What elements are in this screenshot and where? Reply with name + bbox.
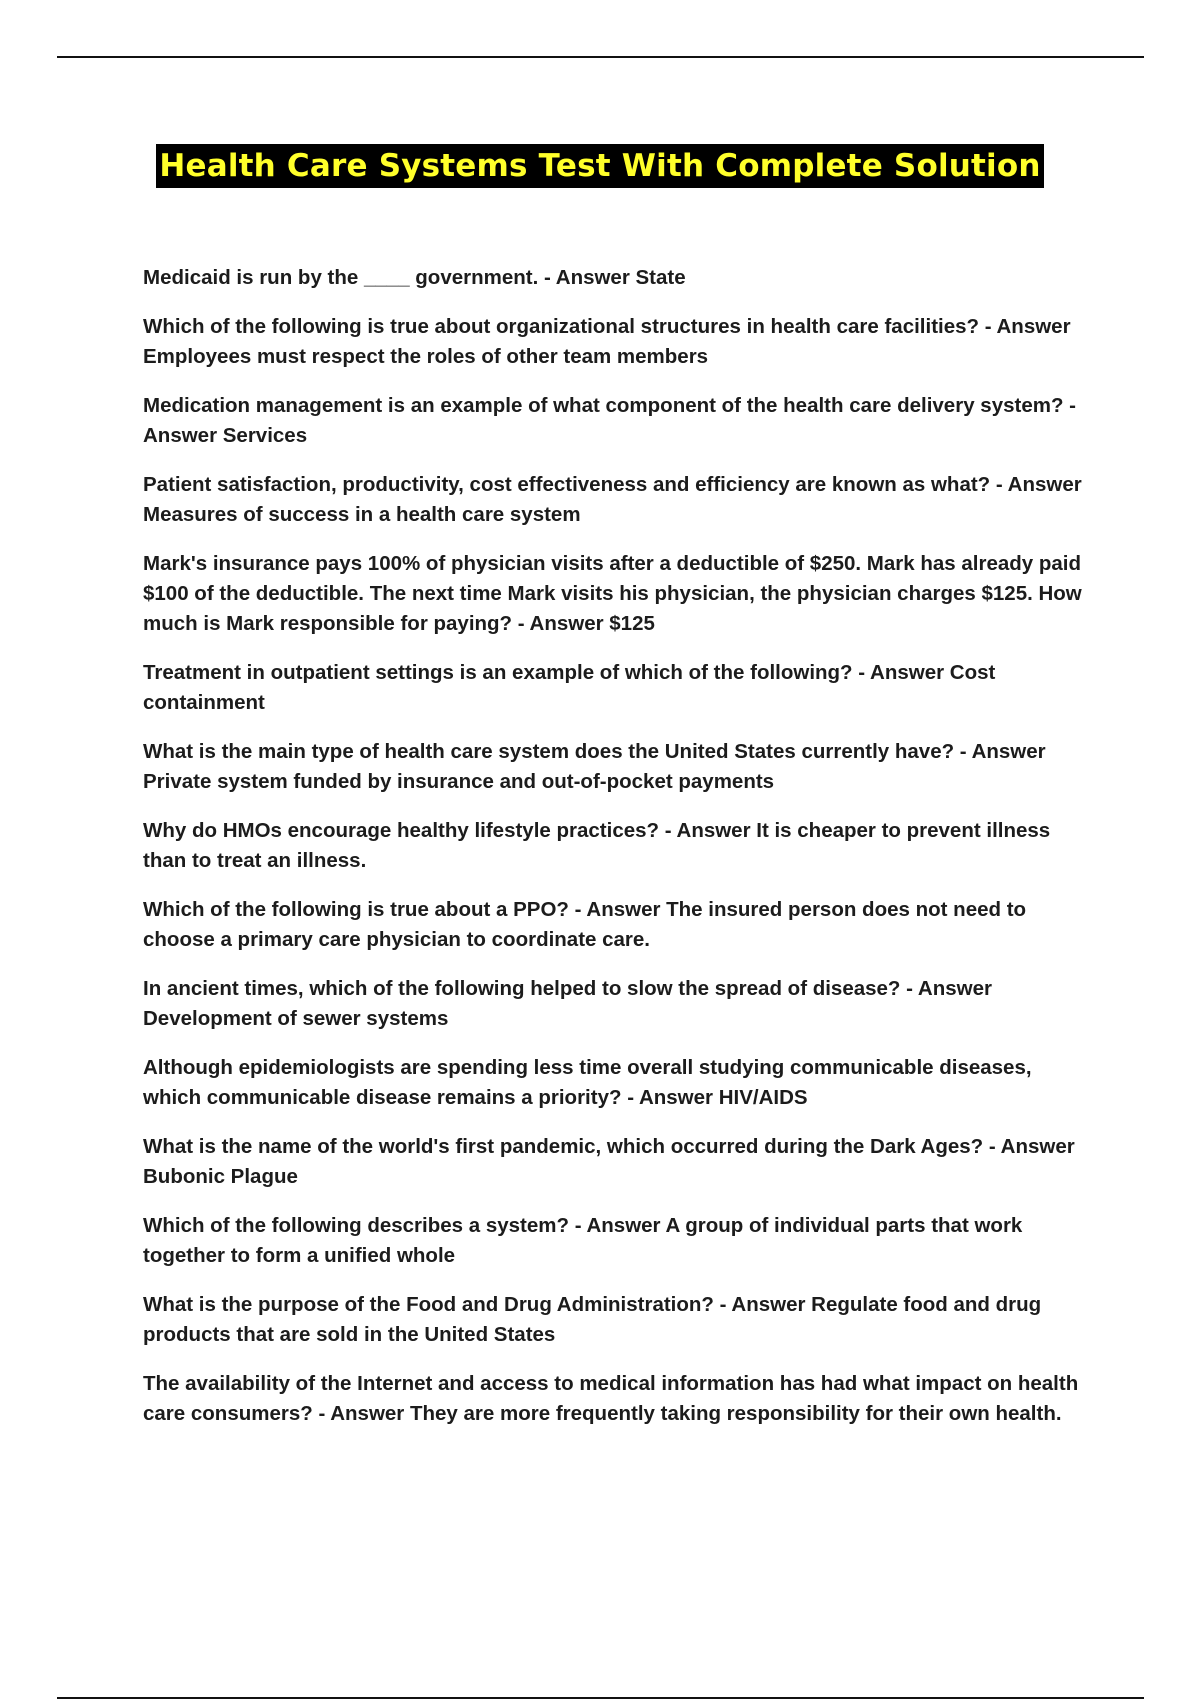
qa-item-2: Which of the following is true about organizational structures in health care facilities? - Answer Employees must respect the roles of other team members xyxy=(143,315,1071,368)
bottom-rule xyxy=(57,1697,1144,1699)
qa-item-9: Which of the following is true about a PPO? - Answer The insured person does not need to choose a primary care physician to coordinate care. xyxy=(143,898,1027,951)
qa-item-3: Medication management is an example of what component of the health care delivery system? - Answer Services xyxy=(143,394,1076,447)
qa-item-14: What is the purpose of the Food and Drug Administration? - Answer Regulate food and drug products that are sold in the United States xyxy=(143,1293,1042,1346)
qa-item-6: Treatment in outpatient settings is an example of which of the following? - Answer Cost containment xyxy=(143,661,996,714)
question-answer-list xyxy=(143,263,1093,1448)
qa-item-7: What is the main type of health care system does the United States currently have? - Answer Private system funded by insurance and out-of-pocket payments xyxy=(143,740,1046,793)
qa-item-15: The availability of the Internet and access to medical information has had what impact on health care consumers? - Answer They are more frequently taking responsibility for their own health. xyxy=(143,1372,1079,1425)
page-title: Health Care Systems Test With Complete Solution xyxy=(156,144,1043,188)
qa-item-12: What is the name of the world's first pandemic, which occurred during the Dark Ages? - Answer Bubonic Plague xyxy=(143,1135,1075,1188)
qa-item-11: Although epidemiologists are spending less time overall studying communicable diseases, which communicable disease remains a priority? - Answer HIV/AIDS xyxy=(143,1056,1032,1109)
qa-item-13: Which of the following describes a system? - Answer A group of individual parts that work together to form a unified whole xyxy=(143,1214,1023,1267)
top-rule xyxy=(57,56,1144,58)
qa-item-5: Mark's insurance pays 100% of physician visits after a deductible of $250. Mark has already paid $100 of the deductible. The next time Mark visits his physician, the physician charges $125. How much is Mark responsible for paying? - Answer $125 xyxy=(143,552,1082,635)
qa-item-4: Patient satisfaction, productivity, cost effectiveness and efficiency are known as what? - Answer Measures of success in a health care system xyxy=(143,473,1082,526)
qa-item-8: Why do HMOs encourage healthy lifestyle practices? - Answer It is cheaper to prevent illness than to treat an illness. xyxy=(143,819,1051,872)
qa-item-1: Medicaid is run by the ____ government. - Answer State xyxy=(143,266,686,289)
qa-item-10: In ancient times, which of the following helped to slow the spread of disease? - Answer Development of sewer systems xyxy=(143,977,992,1030)
title-container xyxy=(0,144,1200,188)
